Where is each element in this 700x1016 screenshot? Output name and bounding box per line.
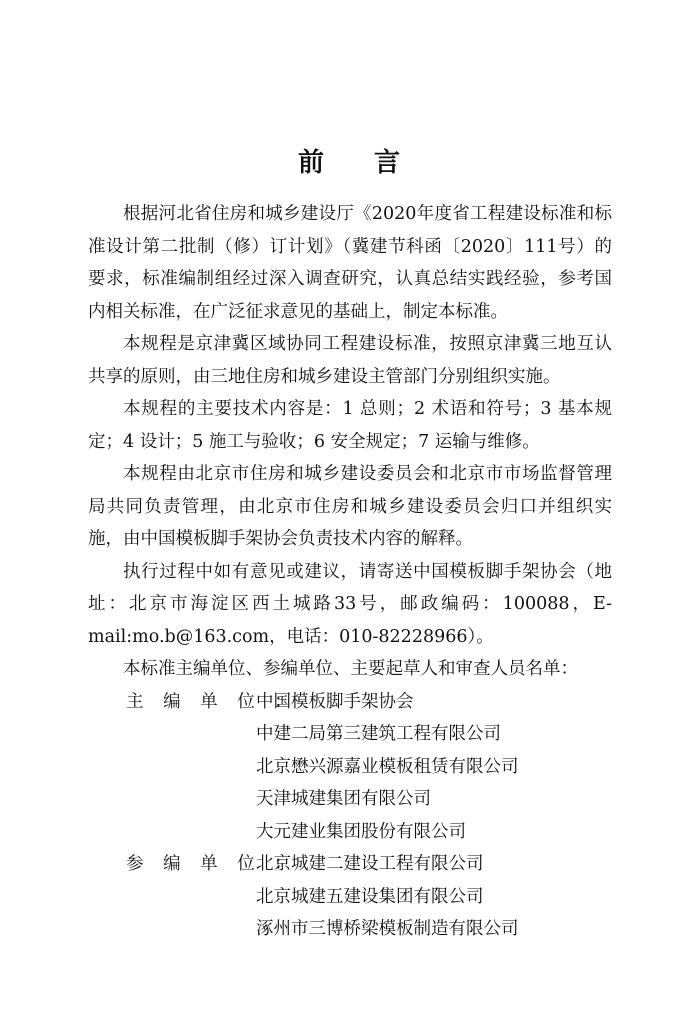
list-item — [88, 848, 612, 881]
paragraph-contact: 执行过程中如有意见或建议，请寄送中国模板脚手架协会（地址：北京市海淀区西土城路33号，邮政编码：100088，E-mail:mo.b@163.com，电话：010-82228966）。 — [88, 561, 612, 647]
list-item — [88, 913, 612, 946]
list-item — [88, 881, 612, 914]
unit-name: 北京懋兴源嘉业模板租赁有限公司 — [256, 756, 519, 777]
list-item — [88, 816, 612, 849]
unit-name: 天津城建集团有限公司 — [256, 789, 431, 809]
unit-name: 中建二局第三建筑工程有限公司 — [256, 724, 501, 744]
chief-units-list — [88, 686, 612, 849]
list-item — [88, 718, 612, 751]
participating-units-label: 参 编 单 位 ： — [126, 854, 299, 874]
paragraph-contents: 本规程的主要技术内容是：1 总则；2 术语和符号；3 基本规定；4 设计；5 施工与验收；6 安全规定；7 运输与维修。 — [88, 399, 612, 452]
title-char-2: 言 — [374, 148, 403, 178]
paragraph-list-intro: 本标准主编单位、参编单位、主要起草人和审查人员名单： — [123, 659, 578, 679]
unit-name: 涿州市三博桥梁模板制造有限公司 — [256, 919, 519, 939]
participating-units-list — [88, 848, 612, 946]
unit-name: 北京城建二建设工程有限公司 — [256, 854, 484, 874]
unit-name: 大元建业集团股份有限公司 — [256, 821, 466, 842]
list-item — [88, 751, 612, 784]
paragraph-basis: 根据河北省住房和城乡建设厅《2020年度省工程建设标准和标准设计第二批制（修）订计划》（冀建节科函〔2020〕111号）的要求，标准编制组经过深入调查研究，认真总结实践经验，参考国内相关标准，在广泛征求意见的基础上，制定本标准。 — [88, 204, 612, 322]
list-item — [88, 686, 612, 719]
page-title — [0, 142, 700, 179]
chief-units-label: 主 编 单 位 ： — [126, 691, 299, 712]
paragraph-collaboration: 本规程是京津冀区域协同工程建设标准，按照京津冀三地互认共享的原则，由三地住房和城乡建设主管部门分别组织实施。 — [88, 334, 612, 387]
preface-body — [88, 198, 612, 946]
paragraph-management: 本规程由北京市住房和城乡建设委员会和北京市市场监督管理局共同负责管理，由北京市住房和城乡建设委员会归口并组织实施，由中国模板脚手架协会负责技术内容的解释。 — [88, 464, 612, 549]
list-item — [88, 783, 612, 816]
unit-name: 中国模板脚手架协会 — [256, 691, 414, 712]
title-char-1: 前 — [297, 148, 326, 178]
unit-name: 北京城建五建设集团有限公司 — [256, 886, 484, 907]
